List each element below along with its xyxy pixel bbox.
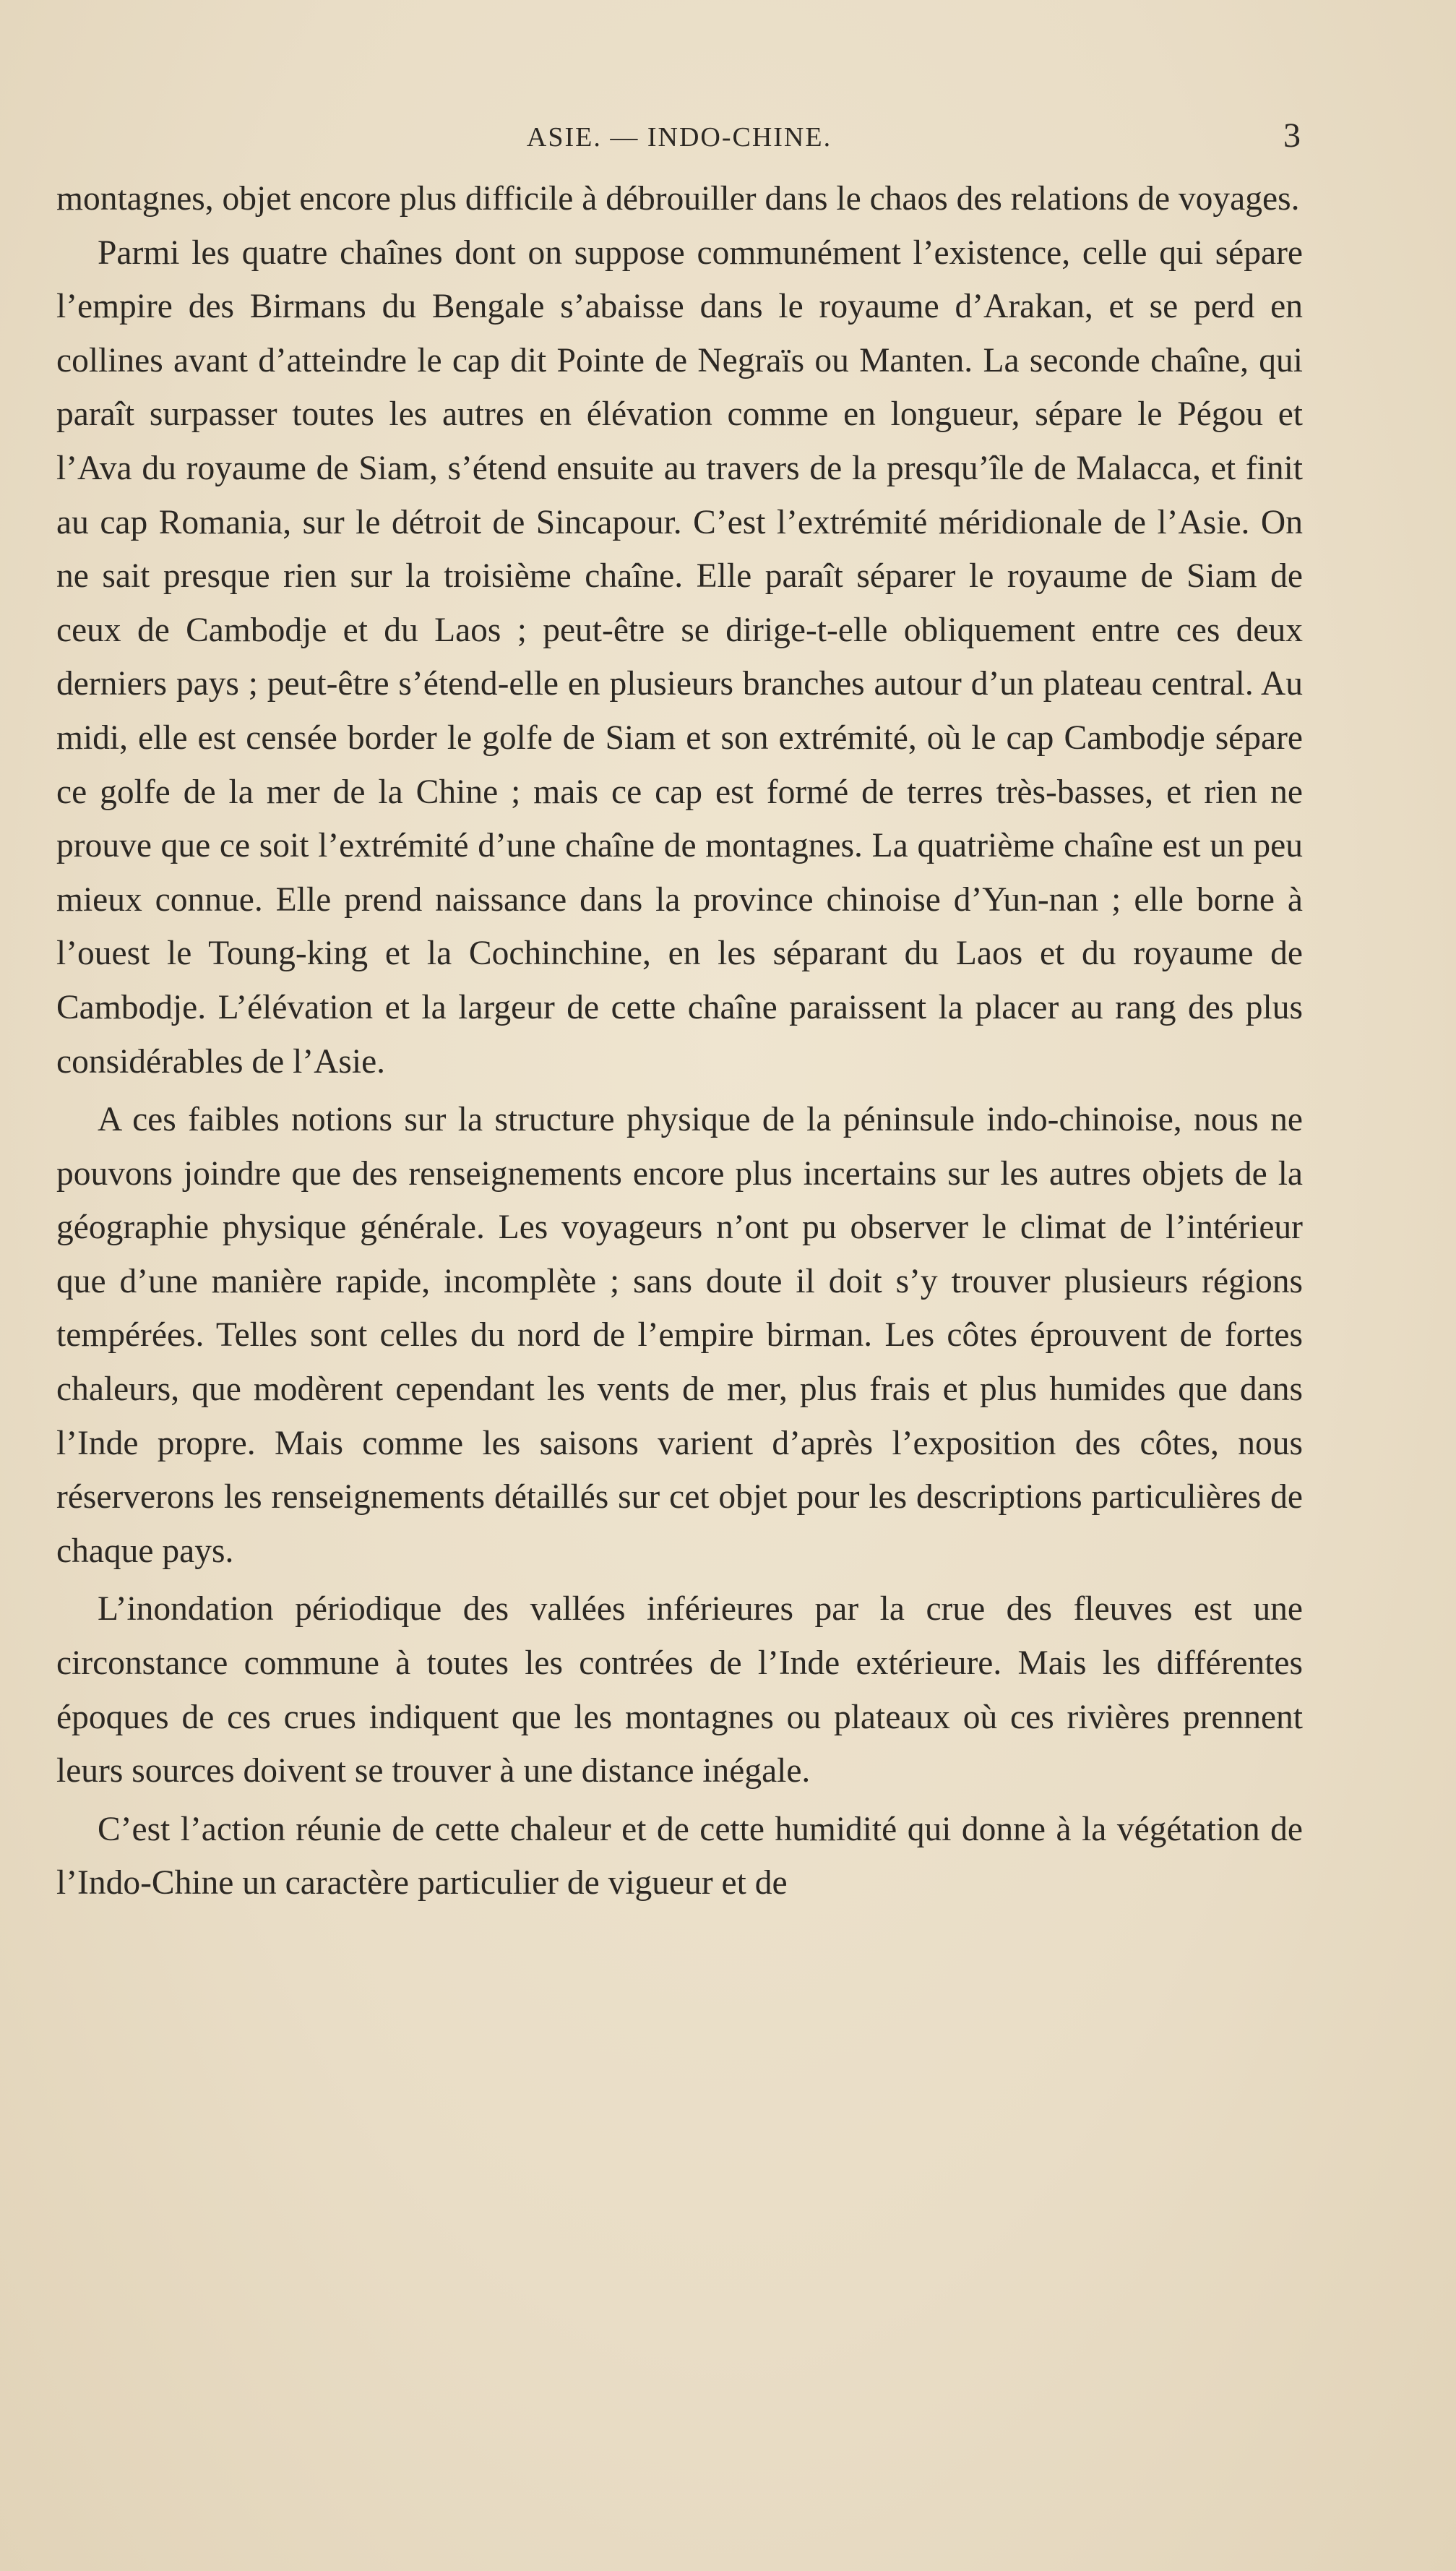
running-title: ASIE. — INDO-CHINE. (526, 122, 832, 153)
paragraph-vegetation: C’est l’action réunie de cette chaleur et de cette humidité qui donne à la végétation de l’Indo-Chine un caractère particulier de vigueur et de (56, 1810, 1303, 1902)
paragraph-continuation: montagnes, objet encore plus difficile à débrouiller dans le chaos des relations de voyages. (56, 180, 1300, 218)
paragraph-mountain-chains: Parmi les quatre chaînes dont on suppose communément l’existence, celle qui sépare l’empire des Birmans du Bengale s’abaisse dans le royaume d’Arakan, et se perd en collines avant d’atteindre le cap dit Pointe de Negraïs ou Manten. La seconde chaîne, qui paraît surpasser toutes les autres en élévation comme en longueur, sépare le Pégou et l’Ava du royaume de Siam, s’étend ensuite au travers de la presqu’île de Malacca, et finit au cap Romania, sur le détroit de Sincapour. C’est l’extrémité méridionale de l’Asie. On ne sait presque rien sur la troisième chaîne. Elle paraît séparer le royaume de Siam de ceux de Cambodje et du Laos ; peut-être se dirige-t-elle obliquement entre ces deux derniers pays ; peut-être s’étend-elle en plusieurs branches autour d’un plateau central. Au midi, elle est censée border le golfe de Siam et son extrémité, où le cap Cambodje sépare ce golfe de la mer de la Chine ; mais ce cap est formé de terres très-basses, et rien ne prouve que ce soit l’extrémité d’une chaîne de montagnes. La quatrième chaîne est un peu mieux connue. Elle prend naissance dans la province chinoise d’Yun-nan ; elle borne à l’ouest le Toung-king et la Cochinchine, en les séparant du Laos et du royaume de Cambodje. L’élévation et la largeur de cette chaîne paraissent la placer au rang des plus considérables de l’Asie. (56, 233, 1303, 1081)
paragraph-climate: A ces faibles notions sur la structure physique de la péninsule indo-chinoise, nous ne pouvons joindre que des renseignements encore plus incertains sur les autres objets de la géographie physique générale. Les voyageurs n’ont pu observer le climat de l’intérieur que d’une manière rapide, incomplète ; sans doute il doit s’y trouver plusieurs régions tempérées. Telles sont celles du nord de l’empire birman. Les côtes éprouvent de fortes chaleurs, que modèrent cependant les vents de mer, plus frais et plus humides que dans l’Inde propre. Mais comme les saisons varient d’après l’exposition des côtes, nous réserverons les renseignements détaillés sur cet objet pour les descriptions particulières de chaque pays. (56, 1101, 1303, 1570)
page-number: 3 (1283, 116, 1301, 155)
page-header (58, 116, 1301, 159)
page-body (56, 172, 1303, 1910)
paragraph-flooding: L’inondation périodique des vallées inférieures par la crue des fleuves est une circonstance commune à toutes les contrées de l’Inde extérieure. Mais les différentes époques de ces crues indiquent que les montagnes ou plateaux où ces rivières prennent leurs sources doivent se trouver à une distance inégale. (56, 1590, 1303, 1790)
